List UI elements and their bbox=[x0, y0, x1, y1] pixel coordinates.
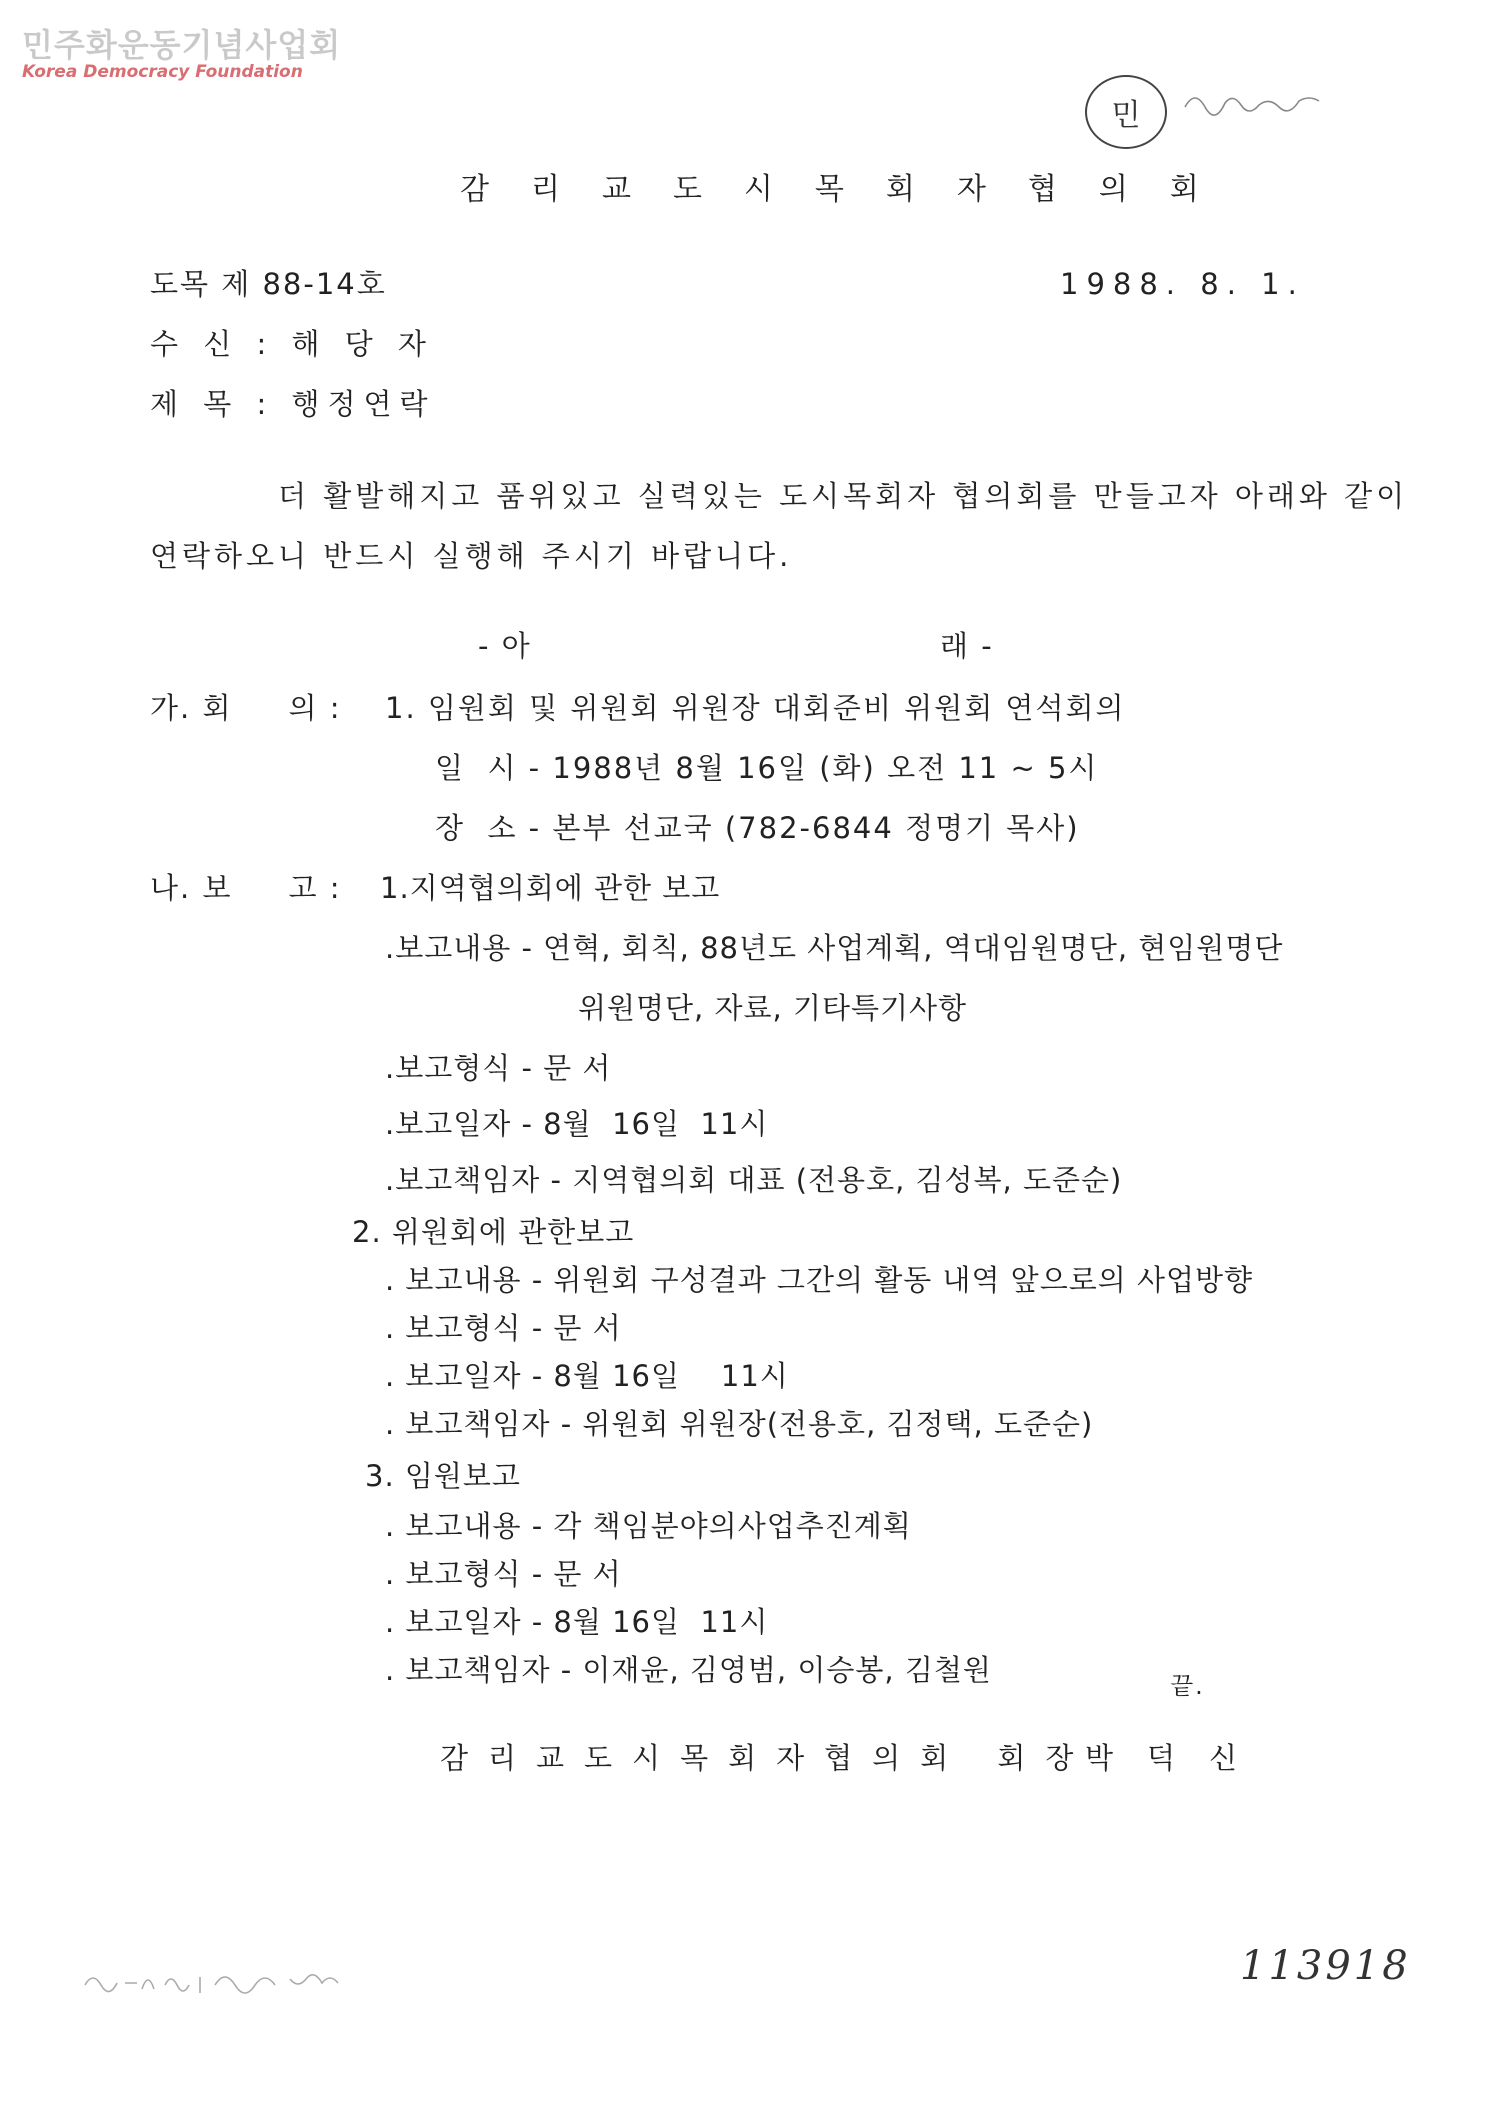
signature-name: 박덕신 bbox=[1085, 1741, 1272, 1775]
document-date: 1988. 8. 1. bbox=[1060, 267, 1305, 301]
document-title: 감리교도시목회자협의회 bbox=[460, 172, 1241, 207]
intro-line-2: 연락하오니 반드시 실행해 주시기 바랍니다. bbox=[150, 539, 793, 573]
section-b-heading: 나. 보 고 : bbox=[150, 871, 342, 905]
report-2-title: 2. 위원회에 관한보고 bbox=[352, 1215, 635, 1249]
report-3-content: . 보고내용 - 각 책임분야의사업추진계획 bbox=[385, 1509, 912, 1543]
report-3-date: . 보고일자 - 8월 16일 11시 bbox=[385, 1605, 769, 1639]
foundation-watermark-korean: 민주화운동기념사업회 bbox=[22, 26, 342, 64]
handwritten-archive-note bbox=[80, 1955, 380, 2005]
section-a-place-line: 장 소 - 본부 선교국 (782-6844 정명기 목사) bbox=[435, 811, 1080, 845]
intro-line-1: 더 활발해지고 품위있고 실력있는 도시목회자 협의회를 만들고자 아래와 같이 bbox=[278, 479, 1409, 513]
report-1-person: .보고책임자 - 지역협의회 대표 (전용호, 김성복, 도준순) bbox=[385, 1163, 1123, 1197]
document-number: 도목 제 88-14호 bbox=[150, 267, 387, 301]
report-1-title: 1.지역협의회에 관한 보고 bbox=[380, 871, 721, 905]
report-1-content: .보고내용 - 연혁, 회칙, 88년도 사업계획, 역대임원명단, 현임원명단 bbox=[385, 931, 1284, 965]
report-2-format: . 보고형식 - 문 서 bbox=[385, 1311, 622, 1345]
circle-mark-text: 민 bbox=[1111, 98, 1141, 133]
section-a-heading: 가. 회 의 : bbox=[150, 691, 342, 725]
subject-line: 제 목 : 행정연락 bbox=[150, 387, 436, 421]
notice-marker-left: - 아 bbox=[478, 629, 532, 663]
section-a-item-1: 1. 임원회 및 위원회 위원장 대회준비 위원회 연석회의 bbox=[385, 691, 1126, 725]
report-1-date: .보고일자 - 8월 16일 11시 bbox=[385, 1107, 769, 1141]
foundation-watermark-english: Korea Democracy Foundation bbox=[22, 62, 303, 82]
section-a-date-line: 일 시 - 1988년 8월 16일 (화) 오전 11 ~ 5시 bbox=[435, 751, 1099, 785]
report-2-content: . 보고내용 - 위원회 구성결과 그간의 활동 내역 앞으로의 사업방향 bbox=[385, 1263, 1254, 1297]
end-mark: 끝. bbox=[1170, 1672, 1205, 1700]
report-2-person: . 보고책임자 - 위원회 위원장(전용호, 김정택, 도준순) bbox=[385, 1407, 1094, 1441]
handwritten-scribble bbox=[1180, 82, 1330, 122]
report-1-format: .보고형식 - 문 서 bbox=[385, 1051, 612, 1085]
report-2-date: . 보고일자 - 8월 16일 11시 bbox=[385, 1359, 789, 1393]
report-3-title: 3. 임원보고 bbox=[365, 1459, 521, 1493]
notice-marker-right: 래 - bbox=[940, 629, 994, 663]
recipient-line: 수 신 : 해 당 자 bbox=[150, 327, 434, 361]
report-3-person: . 보고책임자 - 이재윤, 김영범, 이승봉, 김철원 bbox=[385, 1653, 992, 1687]
handwritten-circle-mark bbox=[1085, 75, 1167, 149]
handwritten-archive-number: 113918 bbox=[1240, 1943, 1411, 1989]
signature-org-title: 감리교도시목회자협의회 회장 bbox=[440, 1741, 1094, 1775]
report-1-content-continued: 위원명단, 자료, 기타특기사항 bbox=[578, 991, 968, 1025]
report-3-format: . 보고형식 - 문 서 bbox=[385, 1557, 622, 1591]
